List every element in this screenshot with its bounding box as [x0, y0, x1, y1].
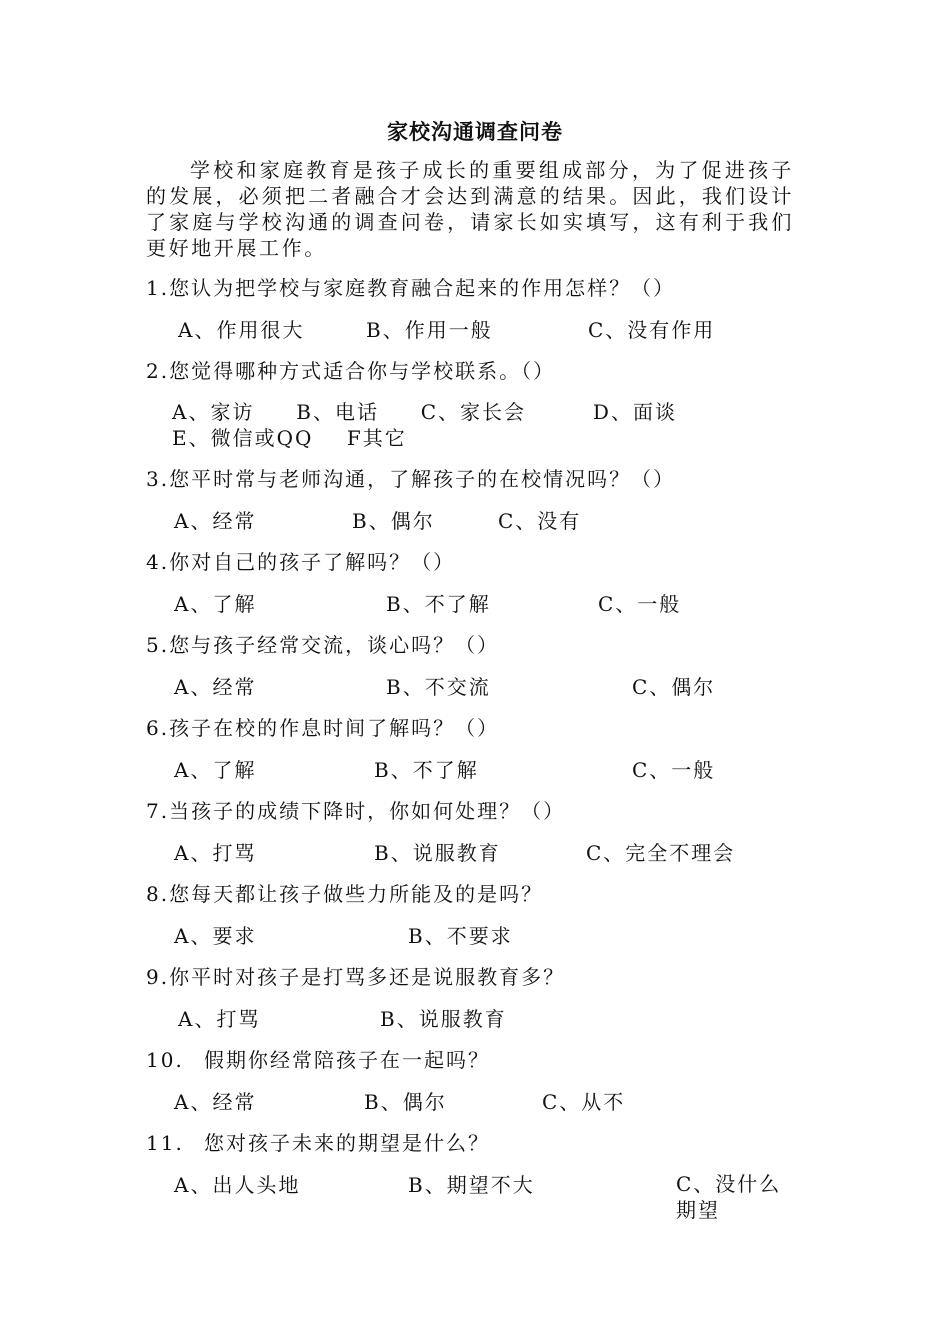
option-b[interactable]: B、说服教育 [374, 841, 501, 865]
question-list [146, 274, 806, 1237]
question-10 [146, 1046, 806, 1129]
option-c[interactable]: C、没有作用 [588, 318, 716, 342]
option-a[interactable]: A、经常 [174, 509, 257, 533]
option-a[interactable]: A、经常 [174, 675, 257, 699]
option-b[interactable]: B、不交流 [386, 675, 491, 699]
question-7 [146, 797, 806, 880]
question-4 [146, 548, 806, 631]
option-f[interactable]: F其它 [346, 426, 407, 450]
option-e[interactable]: E、微信或QQ [172, 426, 314, 450]
option-a[interactable]: A、作用很大 [178, 318, 305, 342]
intro-paragraph: 学校和家庭教育是孩子成长的重要组成部分，为了促进孩子的发展，必须把二者融合才会达到满意的结果。因此，我们设计了家庭与学校沟通的调查问卷，请家长如实填写，这有利于我们更好地开展工作。 [146, 158, 794, 260]
option-d[interactable]: D、面谈 [592, 400, 677, 424]
question-9 [146, 963, 806, 1046]
question-text: 4.你对自己的孩子了解吗？（） [146, 550, 456, 574]
question-text: 9.你平时对孩子是打骂多还是说服教育多？ [146, 965, 566, 989]
option-a[interactable]: A、要求 [174, 924, 257, 948]
question-text: 11. 您对孩子未来的期望是什么？ [146, 1131, 490, 1155]
question-text: 3.您平时常与老师沟通，了解孩子的在校情况吗？（） [146, 467, 676, 491]
question-text: 8.您每天都让孩子做些力所能及的是吗？ [146, 882, 544, 906]
option-b[interactable]: B、期望不大 [408, 1173, 535, 1197]
question-3 [146, 465, 806, 548]
page-title: 家校沟通调查问卷 [387, 119, 563, 144]
option-b[interactable]: B、不了解 [374, 758, 479, 782]
option-b[interactable]: B、偶尔 [352, 509, 435, 533]
option-a[interactable]: A、家访 [172, 400, 255, 424]
option-b[interactable]: B、偶尔 [364, 1090, 447, 1114]
question-8 [146, 880, 806, 963]
option-b[interactable]: B、电话 [296, 400, 379, 424]
option-a[interactable]: A、出人头地 [174, 1173, 301, 1197]
question-text: 7.当孩子的成绩下降时，你如何处理？（） [146, 799, 566, 823]
option-a[interactable]: A、了解 [174, 592, 257, 616]
option-c[interactable]: C、一般 [598, 592, 682, 616]
option-a[interactable]: A、打骂 [178, 1007, 261, 1031]
option-a[interactable]: A、经常 [174, 1090, 257, 1114]
option-c[interactable]: C、没什么期望 [676, 1172, 782, 1222]
question-2 [146, 357, 806, 465]
option-b[interactable]: B、作用一般 [366, 318, 493, 342]
question-text: 5.您与孩子经常交流，谈心吗？（） [146, 633, 500, 657]
question-text: 6.孩子在校的作息时间了解吗？（） [146, 716, 500, 740]
option-c[interactable]: C、偶尔 [632, 675, 716, 699]
option-b[interactable]: B、不了解 [386, 592, 491, 616]
option-a[interactable]: A、打骂 [174, 841, 257, 865]
question-5 [146, 631, 806, 714]
option-c[interactable]: C、完全不理会 [586, 841, 736, 865]
question-6 [146, 714, 806, 797]
option-c[interactable]: C、没有 [498, 509, 582, 533]
question-text: 10. 假期你经常陪孩子在一起吗？ [146, 1048, 490, 1072]
question-text: 2.您觉得哪种方式适合你与学校联系。（） [146, 359, 556, 383]
option-c[interactable]: C、一般 [632, 758, 716, 782]
option-c[interactable]: C、家长会 [420, 400, 527, 424]
options-row [172, 399, 794, 451]
option-b[interactable]: B、不要求 [408, 924, 513, 948]
option-c[interactable]: C、从不 [542, 1090, 626, 1114]
question-1 [146, 274, 806, 357]
option-a[interactable]: A、了解 [174, 758, 257, 782]
question-text: 1.您认为把学校与家庭教育融合起来的作用怎样？（） [146, 276, 676, 300]
question-11 [146, 1129, 806, 1237]
option-b[interactable]: B、说服教育 [380, 1007, 507, 1031]
